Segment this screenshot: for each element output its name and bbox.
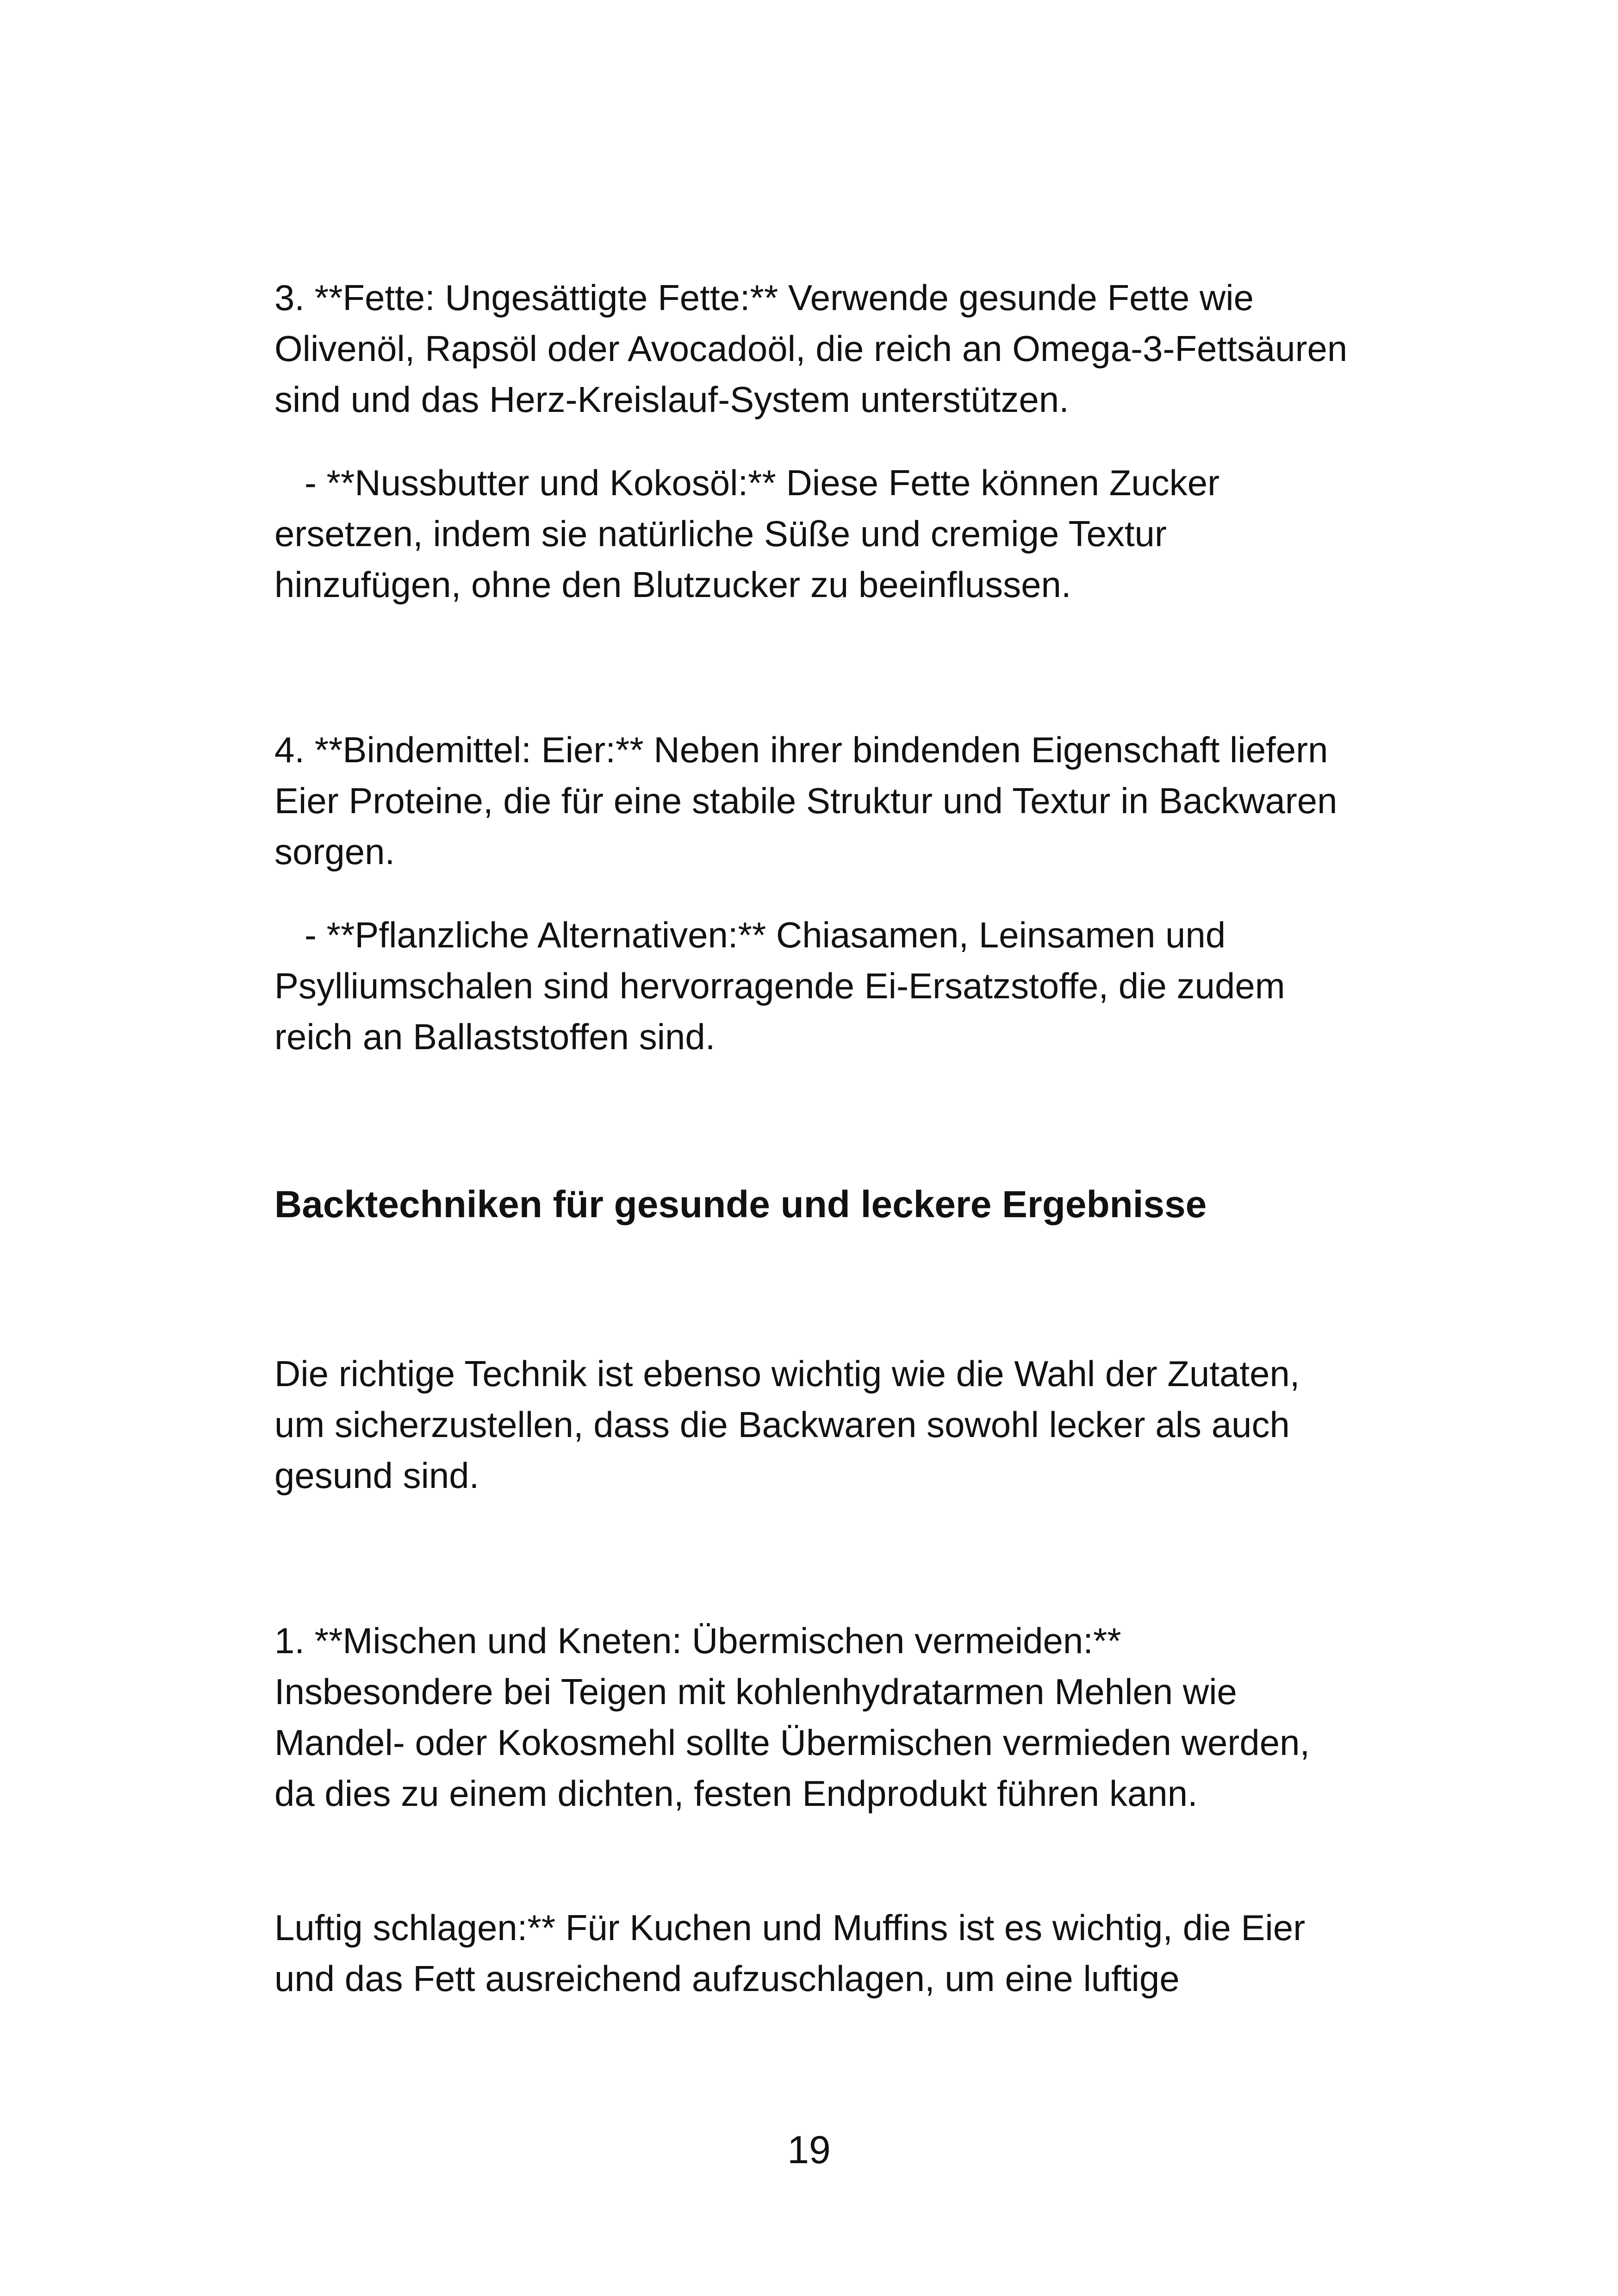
paragraph-pflanzliche-alternativen: - **Pflanzliche Alternativen:** Chiasamen, Leinsamen und Psylliumschalen sind hervorragende Ei-Ersatzstoffe, die zudem reich an Ballaststoffen sind. bbox=[274, 915, 1295, 1057]
section-heading: Backtechniken für gesunde und leckere Ergebnisse bbox=[274, 1183, 1207, 1226]
page-number: 19 bbox=[787, 2128, 831, 2172]
paragraph-nussbutter: - **Nussbutter und Kokosöl:** Diese Fette können Zucker ersetzen, indem sie natürliche Süße und cremige Textur hinzufügen, ohne den Blutzucker zu beeinflussen. bbox=[274, 462, 1230, 605]
paragraph-luftig: Luftig schlagen:** Für Kuchen und Muffins ist es wichtig, die Eier und das Fett ausreichend aufzuschlagen, um eine luftige bbox=[274, 1907, 1306, 1999]
paragraph-fette: 3. **Fette: Ungesättigte Fette:** Verwende gesunde Fette wie Olivenöl, Rapsöl oder Avocadoöl, die reich an Omega-3-Fettsäuren sind und das Herz-Kreislauf-System unterstützen. bbox=[274, 277, 1357, 420]
paragraph-bindemittel: 4. **Bindemittel: Eier:** Neben ihrer bindenden Eigenschaft liefern Eier Proteine, die für eine stabile Struktur und Textur in Backwaren sorgen. bbox=[274, 729, 1338, 872]
paragraph-mischen: 1. **Mischen und Kneten: Übermischen vermeiden:** Insbesondere bei Teigen mit kohlenhydratarmen Mehlen wie Mandel- oder Kokosmehl sollte Übermischen vermieden werden, da dies zu einem dichten, festen Endprodukt führen kann. bbox=[274, 1620, 1310, 1814]
paragraph-intro: Die richtige Technik ist ebenso wichtig wie die Wahl der Zutaten, um sicherzustellen, dass die Backwaren sowohl lecker als auch gesund sind. bbox=[274, 1353, 1300, 1496]
